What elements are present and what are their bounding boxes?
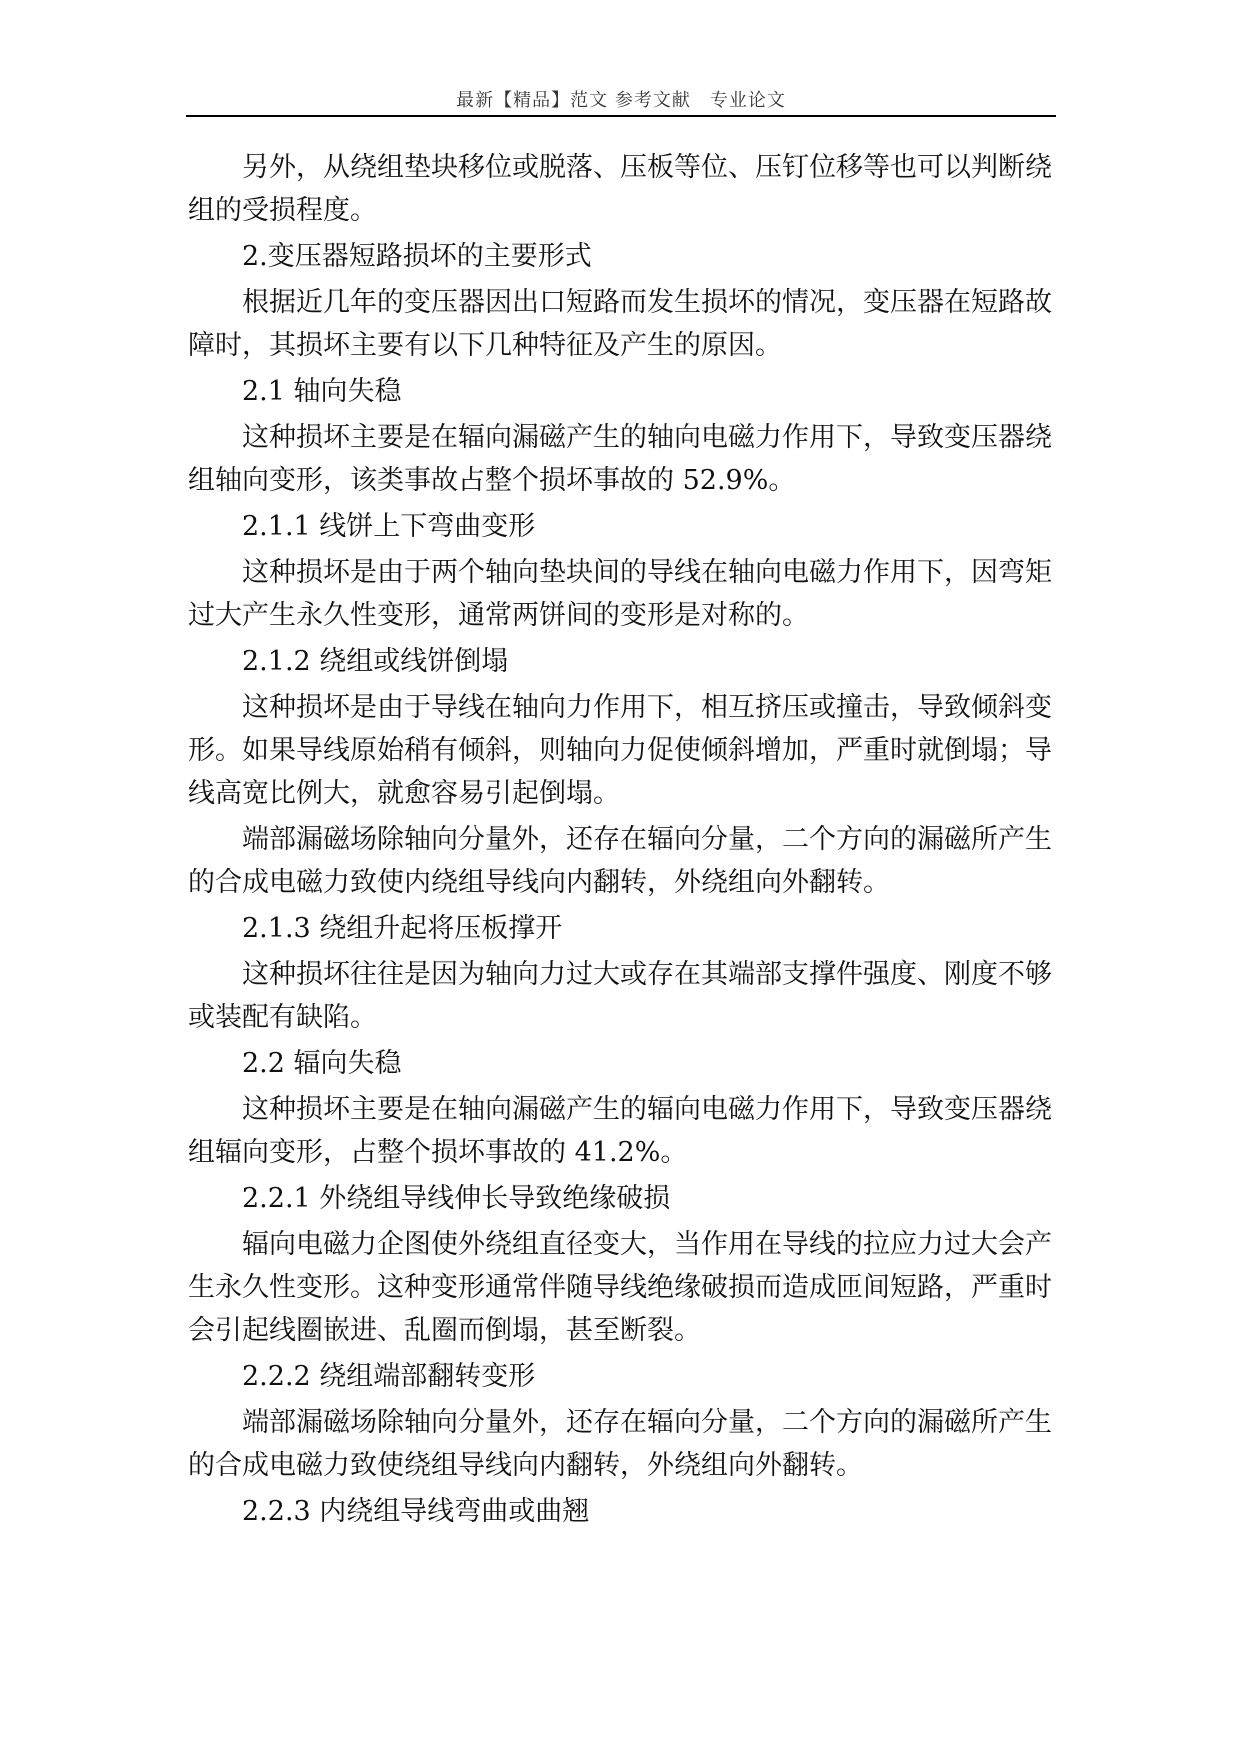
paragraph: 根据近几年的变压器因出口短路而发生损坏的情况，变压器在短路故障时，其损坏主要有以下几种特征及产生的原因。 bbox=[188, 287, 1052, 361]
section-heading: 2.2.1 外绕组导线伸长导致绝缘破损 bbox=[242, 1183, 671, 1214]
paragraph: 端部漏磁场除轴向分量外，还存在辐向分量，二个方向的漏磁所产生的合成电磁力致使内绕组导线向内翻转，外绕组向外翻转。 bbox=[188, 824, 1052, 898]
page-header: 最新【精品】范文 参考文献 专业论文 bbox=[456, 90, 786, 111]
section-heading: 2.1 轴向失稳 bbox=[242, 376, 402, 407]
document-body bbox=[188, 146, 1052, 1536]
header-divider bbox=[186, 115, 1056, 117]
paragraph: 这种损坏往往是因为轴向力过大或存在其端部支撑件强度、刚度不够或装配有缺陷。 bbox=[188, 959, 1052, 1033]
paragraph: 这种损坏是由于两个轴向垫块间的导线在轴向电磁力作用下，因弯矩过大产生永久性变形，通常两饼间的变形是对称的。 bbox=[188, 557, 1052, 631]
paragraph: 另外，从绕组垫块移位或脱落、压板等位、压钉位移等也可以判断绕组的受损程度。 bbox=[188, 152, 1052, 226]
section-heading: 2.2.3 内绕组导线弯曲或曲翘 bbox=[242, 1496, 590, 1527]
section-heading: 2.1.1 线饼上下弯曲变形 bbox=[242, 511, 536, 542]
paragraph: 这种损坏主要是在辐向漏磁产生的轴向电磁力作用下，导致变压器绕组轴向变形，该类事故占整个损坏事故的 52.9%。 bbox=[188, 422, 1052, 496]
paragraph: 这种损坏是由于导线在轴向力作用下，相互挤压或撞击，导致倾斜变形。如果导线原始稍有倾斜，则轴向力促使倾斜增加，严重时就倒塌；导线高宽比例大，就愈容易引起倒塌。 bbox=[188, 692, 1052, 809]
section-heading: 2.变压器短路损坏的主要形式 bbox=[242, 241, 592, 272]
section-heading: 2.2 辐向失稳 bbox=[242, 1048, 402, 1079]
section-heading: 2.1.2 绕组或线饼倒塌 bbox=[242, 646, 509, 677]
section-heading: 2.1.3 绕组升起将压板撑开 bbox=[242, 913, 563, 944]
section-heading: 2.2.2 绕组端部翻转变形 bbox=[242, 1361, 536, 1392]
paragraph: 辐向电磁力企图使外绕组直径变大，当作用在导线的拉应力过大会产生永久性变形。这种变形通常伴随导线绝缘破损而造成匝间短路，严重时会引起线圈嵌进、乱圈而倒塌，甚至断裂。 bbox=[188, 1229, 1052, 1346]
paragraph: 这种损坏主要是在轴向漏磁产生的辐向电磁力作用下，导致变压器绕组辐向变形，占整个损坏事故的 41.2%。 bbox=[188, 1094, 1052, 1168]
paragraph: 端部漏磁场除轴向分量外，还存在辐向分量，二个方向的漏磁所产生的合成电磁力致使绕组导线向内翻转，外绕组向外翻转。 bbox=[188, 1407, 1052, 1481]
